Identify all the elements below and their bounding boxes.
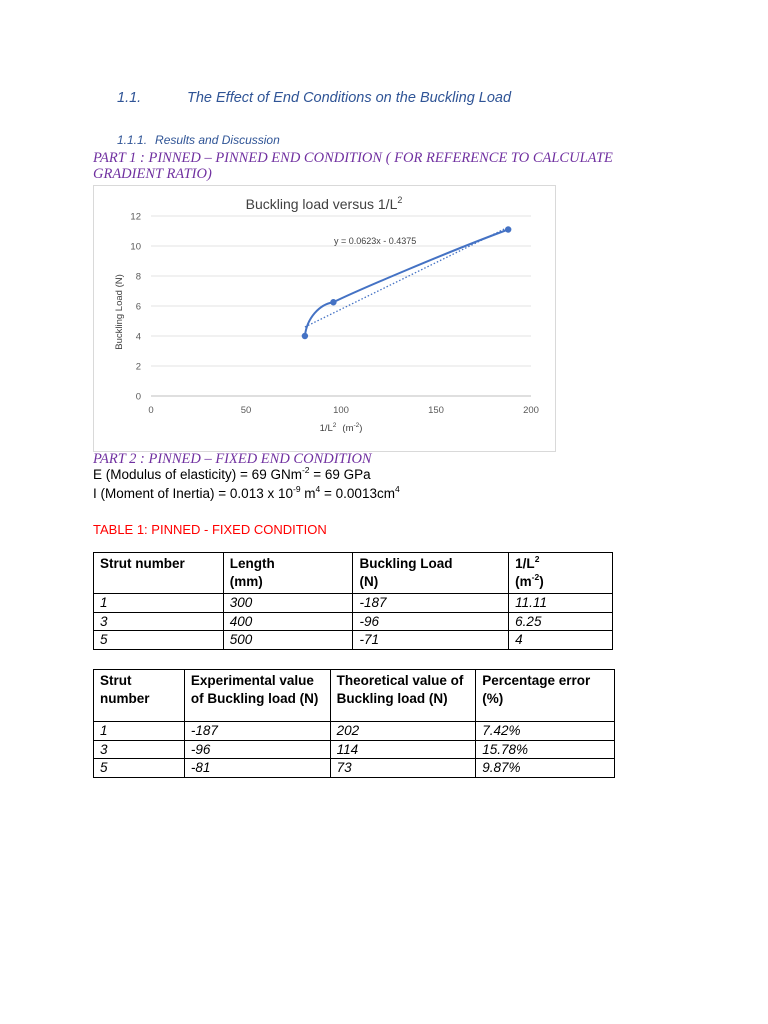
modulus-line: E (Modulus of elasticity) = 69 GNm$^{-2}$ = 69 GPa	[93, 464, 371, 482]
cell-strut: 5	[94, 759, 185, 778]
table-row	[94, 740, 615, 759]
cell-strut: 1	[94, 722, 185, 741]
header-percentage-error: Percentage error (%)	[476, 670, 615, 722]
header-experimental-value: Experimental value of Buckling load (N)	[184, 670, 330, 722]
x-tick-label: 100	[333, 405, 349, 416]
section-number: 1.1.	[117, 90, 142, 106]
part1-heading: PART 1 : PINNED – PINNED END CONDITION ( FOR REFERENCE TO CALCULATE GRADIENT RATIO)	[93, 150, 613, 182]
header-theoretical-value: Theoretical value of Buckling load (N)	[330, 670, 476, 722]
cell-theoretical: 114	[330, 740, 476, 759]
cell-strut: 3	[94, 740, 185, 759]
header-strut-number: Strut number	[94, 553, 224, 594]
y-tick-label: 0	[135, 391, 141, 403]
x-tick-label: 200	[523, 405, 539, 416]
x-tick-label: 150	[428, 405, 444, 416]
chart-y-ticks	[130, 212, 141, 403]
subsection-heading	[117, 133, 280, 147]
header-length: Length (mm)	[223, 553, 353, 594]
table-pinned-fixed	[93, 552, 613, 650]
cell-length: 500	[223, 631, 353, 650]
data-point	[505, 226, 511, 232]
cell-strut: 5	[94, 631, 224, 650]
subsection-title: Results and Discussion	[155, 133, 280, 147]
cell-length: 400	[223, 612, 353, 631]
cell-length: 300	[223, 594, 353, 613]
table-header-row	[94, 553, 613, 594]
cell-buckling-load: -187	[353, 594, 509, 613]
x-tick-label: 0	[148, 405, 154, 416]
section-title: The Effect of End Conditions on the Buckling Load	[187, 90, 512, 106]
cell-theoretical: 73	[330, 759, 476, 778]
chart-y-axis-label: Buckling Load (N)	[114, 274, 125, 350]
trendline-equation: y = 0.0623x - 0.4375	[334, 236, 417, 246]
table-header-row	[94, 670, 615, 722]
y-tick-label: 2	[135, 361, 141, 373]
cell-buckling-load: -71	[353, 631, 509, 650]
part2-heading: PART 2 : PINNED – FIXED END CONDITION	[93, 451, 372, 467]
cell-inverse-length-squared: 4	[509, 631, 613, 650]
y-tick-label: 8	[135, 271, 141, 283]
cell-strut: 1	[94, 594, 224, 613]
cell-percentage-error: 9.87%	[476, 759, 615, 778]
table-row	[94, 759, 615, 778]
cell-inverse-length-squared: 11.11	[509, 594, 613, 613]
header-inverse-length-squared: $1/L^2$ $(m^{-2})$	[509, 553, 613, 594]
table-row	[94, 722, 615, 741]
y-tick-label: 6	[135, 301, 141, 313]
table1-title: TABLE 1: PINNED - FIXED CONDITION	[93, 522, 327, 537]
x-tick-label: 50	[240, 405, 252, 416]
table-row	[94, 612, 613, 631]
cell-percentage-error: 7.42%	[476, 722, 615, 741]
buckling-chart	[93, 185, 556, 452]
y-tick-label: 4	[135, 331, 141, 343]
cell-experimental: -187	[184, 722, 330, 741]
y-tick-label: 10	[130, 241, 141, 253]
section-heading	[117, 90, 511, 106]
table-row	[94, 594, 613, 613]
cell-inverse-length-squared: 6.25	[509, 612, 613, 631]
header-strut-number: Strut number	[94, 670, 185, 722]
cell-theoretical: 202	[330, 722, 476, 741]
header-buckling-load: Buckling Load (N)	[353, 553, 509, 594]
cell-strut: 3	[94, 612, 224, 631]
moment-of-inertia-line: I (Moment of Inertia) = 0.013 x $10^{-9}$ $m^4 = 0.0013cm^4$	[93, 483, 400, 501]
chart-x-axis-label: $1/L^2$ $(m^{-2})$	[319, 422, 363, 434]
cell-percentage-error: 15.78%	[476, 740, 615, 759]
data-point	[302, 333, 308, 339]
chart-x-ticks	[148, 405, 539, 416]
table-percentage-error	[93, 669, 615, 778]
cell-experimental: -81	[184, 759, 330, 778]
y-tick-label: 12	[130, 211, 141, 223]
cell-buckling-load: -96	[353, 612, 509, 631]
data-point	[330, 299, 336, 305]
chart-title: Buckling load versus $1/L^2$	[245, 195, 403, 212]
subsection-number: 1.1.1.	[117, 133, 148, 147]
table-row	[94, 631, 613, 650]
buckling-chart-svg	[94, 186, 555, 451]
cell-experimental: -96	[184, 740, 330, 759]
